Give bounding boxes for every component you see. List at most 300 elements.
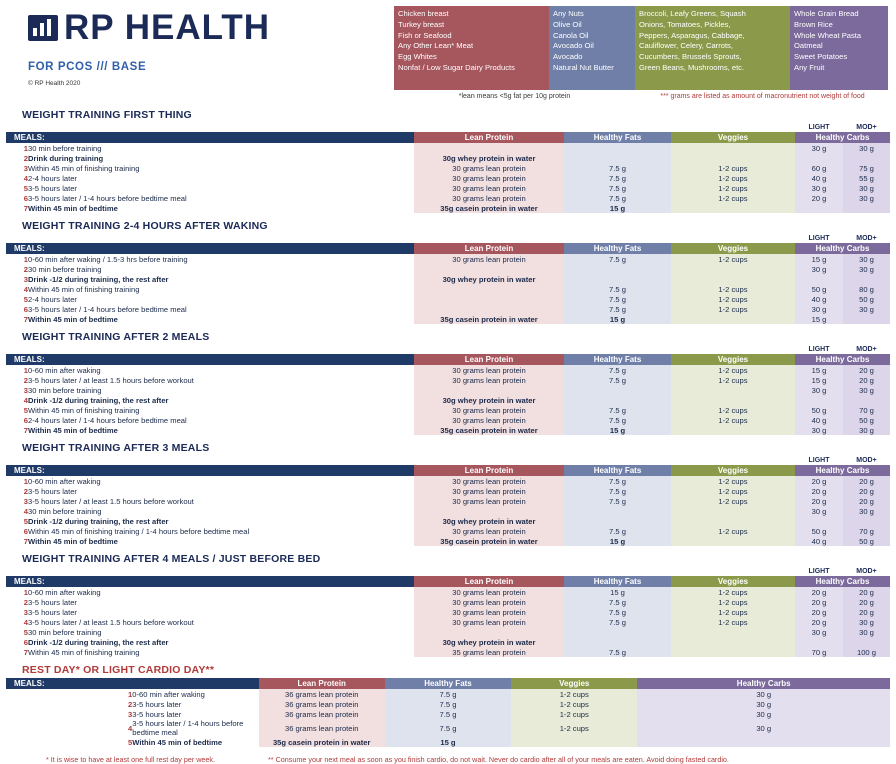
light-label: LIGHT [808, 124, 830, 131]
meal-number: 2 [23, 486, 28, 496]
cell-veggies: 1-2 cups [511, 689, 637, 699]
spacer-cell [28, 456, 414, 465]
meal-description: Within 45 min of bedtime [28, 203, 118, 213]
meal-description: 0-60 min after waking [28, 587, 101, 597]
cell-veggies: 1-2 cups [671, 375, 795, 385]
spacer-cell [28, 234, 414, 243]
meal-row [6, 486, 890, 496]
meal-number: 6 [23, 637, 28, 647]
section-table [6, 456, 890, 546]
cell-protein [414, 627, 564, 637]
cell-carbs-mod: 75 g [843, 163, 890, 173]
section-title: WEIGHT TRAINING AFTER 2 MEALS [22, 331, 210, 343]
cell-carbs-mod: 30 g [843, 385, 890, 395]
meal-description: Drink during training [28, 153, 104, 163]
cell-protein: 30 grams lean protein [414, 163, 564, 173]
header-meals: MEALS: [6, 132, 414, 143]
cell-fats [564, 395, 671, 405]
legend-veggie-item: Peppers, Asparagus, Cabbage, [639, 30, 745, 40]
cell-fats [564, 274, 671, 284]
cell-fats: 15 g [564, 203, 671, 213]
cell-protein: 30 grams lean protein [414, 365, 564, 375]
legend-protein-item: Turkey breast [398, 19, 445, 29]
spacer-cell [6, 567, 28, 576]
cell-carbs-mod: 30 g [843, 506, 890, 516]
meal-row [6, 699, 890, 709]
meal-row [6, 617, 890, 627]
cell-protein: 30 grams lean protein [414, 607, 564, 617]
cell-protein: 30 grams lean protein [414, 486, 564, 496]
cell-veggies: 1-2 cups [671, 304, 795, 314]
cell-carbs-mod: 30 g [843, 304, 890, 314]
header-healthy-fats: Healthy Fats [564, 576, 671, 587]
spacer-cell [564, 234, 671, 243]
cell-carbs [637, 737, 890, 747]
section-title: REST DAY* OR LIGHT CARDIO DAY** [22, 664, 215, 676]
cell-carbs-mod: 30 g [843, 254, 890, 264]
meal-number: 2 [23, 597, 28, 607]
meal-row [6, 647, 890, 657]
cell-protein: 30g whey protein in water [414, 274, 564, 284]
cell-fats: 7.5 g [564, 173, 671, 183]
cell-carbs-light: 70 g [795, 647, 843, 657]
spacer-cell [6, 345, 28, 354]
meal-row [6, 395, 890, 405]
cell-carbs-light: 20 g [795, 587, 843, 597]
cell-carbs-light: 20 g [795, 476, 843, 486]
meal-description: Within 45 min of finishing training [28, 284, 140, 294]
cell-fats: 7.5 g [564, 284, 671, 294]
meal-description: Within 45 min of finishing training [28, 163, 140, 173]
meal-number: 4 [23, 506, 28, 516]
logo-row [28, 10, 394, 45]
meal-number: 7 [23, 647, 28, 657]
legend-notes [394, 90, 890, 102]
intensity-header-row [6, 123, 890, 132]
cell-carbs-light [795, 153, 843, 163]
meal-description: 2-4 hours later [28, 294, 77, 304]
cell-protein [414, 264, 564, 274]
legend-carb-item: Whole Wheat Pasta [794, 30, 862, 40]
meal-row [6, 415, 890, 425]
column-header-row [6, 465, 890, 476]
cell-carbs-mod [843, 516, 890, 526]
meal-row [6, 637, 890, 647]
meal-row [6, 425, 890, 435]
meal-number: 1 [128, 689, 133, 699]
cell-carbs-mod: 20 g [843, 607, 890, 617]
legend-veggie-item: Green Beans, Mushrooms, etc. [639, 62, 745, 72]
meal-row [6, 476, 890, 486]
meal-description: 3-5 hours later [132, 699, 182, 709]
cell-carbs-mod: 30 g [843, 264, 890, 274]
meal-row [6, 526, 890, 536]
header-veggies: Veggies [511, 678, 637, 689]
meal-number: 7 [23, 536, 28, 546]
spacer-cell [671, 456, 795, 465]
cell-veggies [671, 314, 795, 324]
meal-row [6, 294, 890, 304]
cell-veggies: 1-2 cups [671, 526, 795, 536]
header-veggies: Veggies [671, 354, 795, 365]
meal-row [6, 587, 890, 597]
cell-carbs-mod: 70 g [843, 405, 890, 415]
legend-protein-item: Fish or Seafood [398, 30, 452, 40]
cell-carbs-mod: 50 g [843, 536, 890, 546]
cell-veggies: 1-2 cups [671, 173, 795, 183]
section-title: WEIGHT TRAINING AFTER 4 MEALS / JUST BEFORE BED [22, 553, 321, 565]
header-meals: MEALS: [6, 465, 414, 476]
cell-carbs-mod: 20 g [843, 597, 890, 607]
header-healthy-carbs: Healthy Carbs [637, 678, 890, 689]
cell-fats: 7.5 g [564, 486, 671, 496]
cell-protein: 30 grams lean protein [414, 193, 564, 203]
header-lean-protein: Lean Protein [414, 132, 564, 143]
cell-protein: 30g whey protein in water [414, 637, 564, 647]
cell-fats: 7.5 g [564, 526, 671, 536]
cell-carbs-mod: 30 g [843, 627, 890, 637]
cell-carbs-light: 60 g [795, 163, 843, 173]
cell-veggies [671, 153, 795, 163]
cell-carbs-light: 40 g [795, 173, 843, 183]
meal-description: Drink -1/2 during training, the rest after [28, 516, 169, 526]
cell-protein [414, 284, 564, 294]
cell-fats: 7.5 g [564, 365, 671, 375]
meal-number: 3 [128, 709, 133, 719]
legend-fat-item: Natural Nut Butter [553, 62, 614, 72]
cell-carbs-light: 40 g [795, 536, 843, 546]
cell-fats: 7.5 g [564, 254, 671, 264]
meal-row [6, 153, 890, 163]
column-header-row [6, 354, 890, 365]
cell-veggies [671, 627, 795, 637]
cell-protein: 30g whey protein in water [414, 153, 564, 163]
cell-carbs-light: 30 g [795, 183, 843, 193]
meal-number: 4 [23, 173, 28, 183]
cell-fats [564, 143, 671, 153]
legend-fats-column [549, 6, 635, 90]
header-healthy-fats: Healthy Fats [564, 465, 671, 476]
meal-row [6, 737, 890, 747]
meal-description: Within 45 min of bedtime [28, 536, 118, 546]
meal-number: 6 [23, 193, 28, 203]
cell-fats [564, 516, 671, 526]
cell-carbs-mod [843, 314, 890, 324]
cell-carbs-mod: 80 g [843, 284, 890, 294]
meal-row [6, 506, 890, 516]
meal-description: 30 min before training [28, 143, 102, 153]
cell-fats [564, 153, 671, 163]
cell-protein: 30 grams lean protein [414, 415, 564, 425]
cell-protein: 35g casein protein in water [414, 536, 564, 546]
column-header-row [6, 243, 890, 254]
cell-veggies: 1-2 cups [671, 496, 795, 506]
cell-fats: 7.5 g [564, 304, 671, 314]
cell-fats: 15 g [385, 737, 511, 747]
legend-veggie-item: Cucumbers, Brussels Sprouts, [639, 52, 742, 62]
cell-veggies: 1-2 cups [671, 486, 795, 496]
meal-number: 2 [23, 264, 28, 274]
meal-description: 3-5 hours later / at least 1.5 hours before workout [28, 496, 194, 506]
cell-veggies [671, 516, 795, 526]
bar-chart-logo-icon [28, 15, 58, 41]
cell-carbs-light [795, 395, 843, 405]
cell-veggies: 1-2 cups [671, 597, 795, 607]
meal-row [6, 597, 890, 607]
meal-row [6, 385, 890, 395]
meal-number: 5 [128, 737, 133, 747]
cell-fats: 15 g [564, 587, 671, 597]
meal-description: 0-60 min after waking / 1.5-3 hrs before training [28, 254, 188, 264]
cell-carbs: 30 g [637, 689, 890, 699]
cell-fats [564, 385, 671, 395]
meal-description: 3-5 hours later [28, 486, 77, 496]
header-healthy-fats: Healthy Fats [385, 678, 511, 689]
page-header [0, 0, 896, 102]
meal-description: 30 min before training [28, 627, 102, 637]
cell-carbs-light: 50 g [795, 526, 843, 536]
section-table [6, 678, 890, 747]
cell-carbs-light: 15 g [795, 254, 843, 264]
legend-fat-item: Canola Oil [553, 30, 589, 40]
cell-carbs-mod: 20 g [843, 587, 890, 597]
plan-section [6, 109, 890, 213]
cell-fats: 7.5 g [564, 294, 671, 304]
brand-subtitle-right: BASE [111, 61, 147, 73]
spacer-cell [6, 234, 28, 243]
meal-row [6, 284, 890, 294]
meal-number: 7 [23, 203, 28, 213]
cell-carbs-mod: 30 g [843, 183, 890, 193]
cell-carbs-light: 40 g [795, 294, 843, 304]
cell-veggies [671, 647, 795, 657]
cell-protein: 30g whey protein in water [414, 395, 564, 405]
legend-carbs-column [790, 6, 888, 90]
cell-carbs-light: 20 g [795, 607, 843, 617]
cell-carbs-light: 50 g [795, 405, 843, 415]
meal-row [6, 203, 890, 213]
meal-number: 3 [23, 385, 28, 395]
cell-fats: 7.5 g [564, 405, 671, 415]
mod-label: MOD+ [856, 457, 877, 464]
spacer-cell [564, 123, 671, 132]
cell-protein: 35g casein protein in water [414, 314, 564, 324]
meal-description: 30 min before training [28, 385, 102, 395]
cell-veggies: 1-2 cups [671, 284, 795, 294]
cell-veggies: 1-2 cups [671, 183, 795, 193]
cell-protein: 30 grams lean protein [414, 587, 564, 597]
intensity-header-row [6, 234, 890, 243]
meal-number: 2 [128, 699, 133, 709]
meal-description: Drink -1/2 during training, the rest after [28, 395, 169, 405]
header-healthy-carbs: Healthy Carbs [795, 465, 890, 476]
meal-description: Within 45 min of finishing training [28, 647, 140, 657]
meal-description: 3-5 hours later / at least 1.5 hours before workout [28, 375, 194, 385]
cell-veggies: 1-2 cups [671, 365, 795, 375]
meal-description: 3-5 hours later / 1-4 hours before bedtime meal [132, 719, 244, 737]
header-lean-protein: Lean Protein [414, 576, 564, 587]
meal-description: 0-60 min after waking [132, 689, 205, 699]
meal-description: 0-60 min after waking [28, 365, 101, 375]
legend-carb-item: Brown Rice [794, 19, 833, 29]
legend-carb-item: Sweet Potatoes [794, 52, 848, 62]
cell-carbs-mod: 20 g [843, 486, 890, 496]
cell-veggies [671, 274, 795, 284]
meal-number: 1 [23, 365, 28, 375]
cell-fats: 7.5 g [564, 597, 671, 607]
meal-row [6, 274, 890, 284]
cell-protein: 35g casein protein in water [414, 203, 564, 213]
spacer-cell [6, 123, 28, 132]
cell-veggies: 1-2 cups [671, 254, 795, 264]
brand-title: RP HEALTH [64, 8, 271, 47]
cell-fats: 7.5 g [385, 689, 511, 699]
cell-carbs-mod: 100 g [843, 647, 890, 657]
cell-protein: 30 grams lean protein [414, 526, 564, 536]
legend-fat-item: Any Nuts [553, 9, 584, 18]
meal-description: Within 45 min of finishing training [28, 405, 140, 415]
footnotes [6, 755, 890, 764]
cell-carbs-mod: 50 g [843, 415, 890, 425]
cell-veggies [671, 395, 795, 405]
cell-carbs-light: 15 g [795, 375, 843, 385]
footnote-cardio: ** Consume your next meal as soon as you finish cardio, do not wait. Never do cardio after all of your meals are eaten. Avoid doing fasted cardio. [268, 755, 729, 764]
mod-label: MOD+ [856, 235, 877, 242]
meal-number: 6 [23, 415, 28, 425]
legend-veggies-column [635, 6, 790, 90]
mod-label: MOD+ [856, 124, 877, 131]
cell-protein: 35g casein protein in water [414, 425, 564, 435]
meal-number: 3 [23, 274, 28, 284]
meal-number: 5 [23, 405, 28, 415]
header-veggies: Veggies [671, 243, 795, 254]
cell-carbs-mod: 30 g [843, 193, 890, 203]
column-header-row [6, 132, 890, 143]
intensity-header-row [6, 567, 890, 576]
legend-protein-item: Chicken breast [398, 9, 449, 18]
legend-carb-item: Whole Grain Bread [794, 9, 859, 18]
section-title: WEIGHT TRAINING 2-4 HOURS AFTER WAKING [22, 220, 268, 232]
cell-fats: 15 g [564, 536, 671, 546]
header-healthy-fats: Healthy Fats [564, 354, 671, 365]
cell-carbs-light: 20 g [795, 486, 843, 496]
cell-protein: 36 grams lean protein [259, 719, 385, 737]
grams-definition-note: *** grams are listed as amount of macronutrient not weight of food [660, 92, 865, 100]
cell-carbs-mod [843, 395, 890, 405]
cell-carbs-light: 15 g [795, 314, 843, 324]
meal-number: 6 [23, 526, 28, 536]
intensity-header-row [6, 456, 890, 465]
meal-number: 5 [23, 294, 28, 304]
spacer-cell [414, 456, 564, 465]
cell-veggies: 1-2 cups [671, 607, 795, 617]
cell-protein [414, 506, 564, 516]
cell-veggies: 1-2 cups [671, 405, 795, 415]
meal-description: 3-5 hours later [28, 607, 77, 617]
legend-protein-item: Nonfat / Low Sugar Dairy Products [398, 62, 515, 72]
cell-carbs: 30 g [637, 719, 890, 737]
spacer-cell [28, 567, 414, 576]
food-legend [394, 6, 890, 90]
section-table [6, 567, 890, 657]
meal-row [6, 689, 890, 699]
column-header-row [6, 678, 890, 689]
meal-number: 1 [23, 587, 28, 597]
cell-fats [564, 637, 671, 647]
cell-carbs-mod [843, 203, 890, 213]
copyright-text: © RP Health 2020 [28, 80, 81, 87]
section-table [6, 234, 890, 324]
cell-fats: 7.5 g [564, 415, 671, 425]
meal-description: 2-4 hours later [28, 173, 77, 183]
spacer-cell [28, 345, 414, 354]
header-healthy-fats: Healthy Fats [564, 243, 671, 254]
meal-description: 3-5 hours later [28, 183, 77, 193]
cell-fats [564, 264, 671, 274]
cell-carbs-mod: 30 g [843, 143, 890, 153]
cell-fats [564, 627, 671, 637]
light-label: LIGHT [808, 457, 830, 464]
cell-veggies: 1-2 cups [671, 163, 795, 173]
cell-fats: 7.5 g [564, 617, 671, 627]
cell-veggies [671, 203, 795, 213]
meal-number: 4 [23, 284, 28, 294]
meal-row [6, 304, 890, 314]
cell-carbs-mod [843, 637, 890, 647]
meal-description: 30 min before training [28, 506, 102, 516]
cell-protein: 30 grams lean protein [414, 254, 564, 264]
meal-row [6, 719, 890, 737]
cell-protein: 30 grams lean protein [414, 496, 564, 506]
cell-fats: 7.5 g [564, 496, 671, 506]
meal-row [6, 496, 890, 506]
section-title: WEIGHT TRAINING FIRST THING [22, 109, 192, 121]
legend-protein-item: Any Other Lean* Meat [398, 41, 474, 51]
meal-description: Within 45 min of bedtime [28, 425, 118, 435]
cell-protein: 30 grams lean protein [414, 183, 564, 193]
meal-description: 3-5 hours later / 1-4 hours before bedtime meal [28, 193, 187, 203]
legend-fat-item: Olive Oil [553, 19, 582, 29]
header-lean-protein: Lean Protein [414, 354, 564, 365]
spacer-cell [564, 345, 671, 354]
cell-protein: 30 grams lean protein [414, 617, 564, 627]
meal-row [6, 183, 890, 193]
cell-protein: 36 grams lean protein [259, 699, 385, 709]
meal-row [6, 405, 890, 415]
light-label: LIGHT [808, 568, 830, 575]
cell-fats: 7.5 g [385, 719, 511, 737]
header-meals: MEALS: [6, 243, 414, 254]
spacer-cell [414, 123, 564, 132]
cell-carbs-light: 30 g [795, 143, 843, 153]
cell-veggies: 1-2 cups [671, 587, 795, 597]
cell-protein [414, 143, 564, 153]
cell-veggies: 1-2 cups [671, 415, 795, 425]
cell-veggies: 1-2 cups [511, 699, 637, 709]
cell-protein: 36 grams lean protein [259, 709, 385, 719]
cell-fats: 7.5 g [564, 647, 671, 657]
cell-protein: 35 grams lean protein [414, 647, 564, 657]
cell-veggies [671, 425, 795, 435]
cell-veggies [671, 506, 795, 516]
legend-carb-item: Any Fruit [794, 62, 825, 72]
cell-carbs-light: 30 g [795, 506, 843, 516]
cell-protein: 30 grams lean protein [414, 375, 564, 385]
cell-fats: 7.5 g [564, 193, 671, 203]
section-table [6, 345, 890, 435]
spacer-cell [414, 345, 564, 354]
spacer-cell [671, 345, 795, 354]
